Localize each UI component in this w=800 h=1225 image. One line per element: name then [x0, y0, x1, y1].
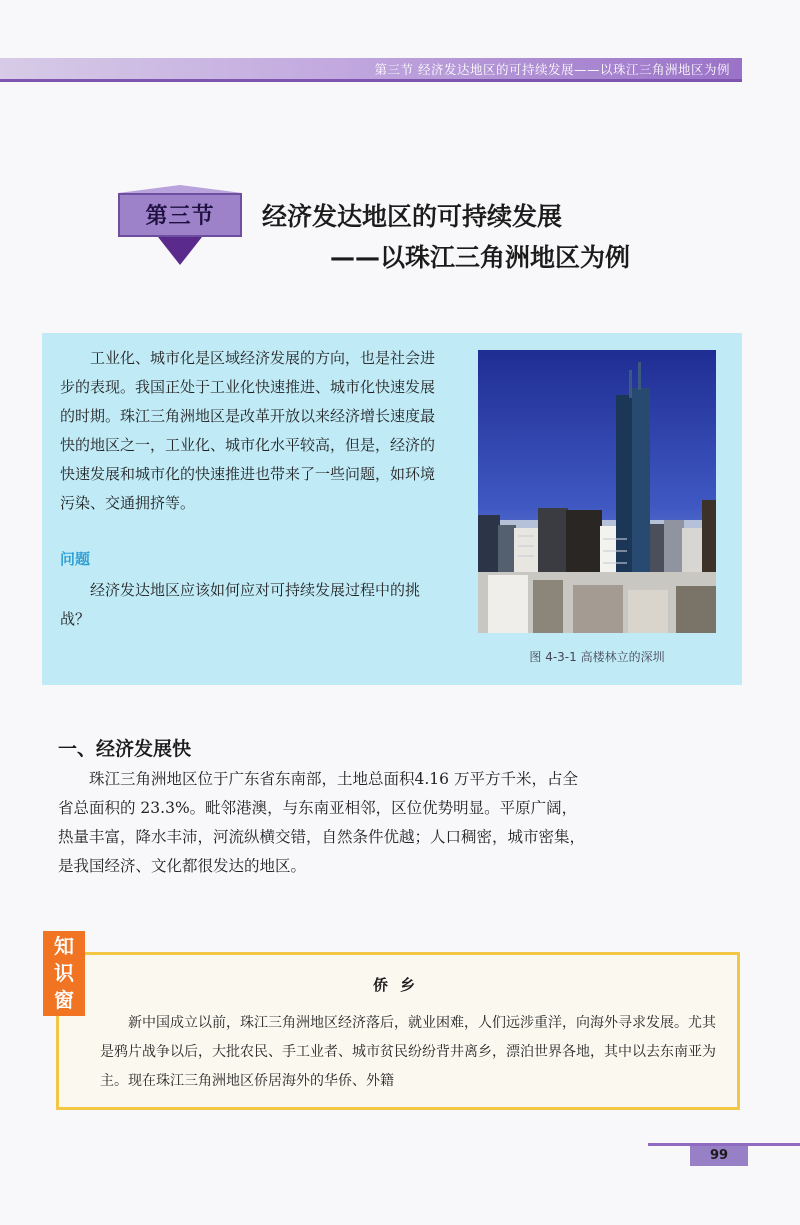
running-header-rule: [0, 79, 742, 82]
knowledge-window-title: 侨乡: [372, 976, 427, 994]
running-header-title: 第三节 经济发达地区的可持续发展——以珠江三角洲地区为例: [374, 62, 730, 77]
question-text: 经济发达地区应该如何应对可持续发展过程中的挑战？: [60, 581, 421, 628]
part1-paragraph: 珠江三角洲地区位于广东省东南部，土地总面积4.16 万平方千米，占全省总面积的 23.3%。毗邻港澳，与东南亚相邻，区位优势明显。平原广阔，热量丰富，降水丰沛，河流纵横交错，自然条件优越；人口稠密，城市密集，是我国经济、文化都很发达的地区。: [58, 770, 586, 875]
part1-body: [58, 765, 590, 881]
knowledge-window-tag-label: 知 识 窗: [54, 934, 74, 1012]
section-badge-label: 第三节: [145, 204, 215, 229]
intro-paragraph: 工业化、城市化是区域经济发展的方向，也是社会进步的表现。我国正处于工业化快速推进、城市化快速发展的时期。珠江三角洲地区是改革开放以来经济增长速度最快的地区之一，工业化、城市化水平较高，但是，经济的快速发展和城市化的快速推进也带来了一些问题，如环境污染、交通拥挤等。: [60, 349, 436, 512]
intro-text: [60, 344, 448, 518]
page-number: 99: [709, 1148, 729, 1163]
section-badge-arrow-icon: [158, 237, 202, 265]
shenzhen-skyline-photo: [478, 350, 716, 633]
section-badge: [118, 193, 242, 237]
part1-heading: 一、经济发展快: [58, 738, 192, 760]
question-text-block: [60, 576, 448, 634]
question-label: 问题: [60, 550, 91, 568]
knowledge-window-tag: [43, 931, 85, 1016]
section-subtitle: ——以珠江三角洲地区为例: [330, 243, 631, 272]
knowledge-window-body: [100, 1009, 722, 1096]
section-badge-top-decoration: [118, 185, 242, 193]
section-title: 经济发达地区的可持续发展: [262, 202, 563, 231]
page-number-badge: [690, 1146, 748, 1166]
figure-caption: 图 4-3-1 高楼林立的深圳: [529, 650, 665, 664]
knowledge-window-paragraph: 新中国成立以前，珠江三角洲地区经济落后，就业困难，人们远涉重洋，向海外寻求发展。尤其是鸦片战争以后，大批农民、手工业者、城市贫民纷纷背井离乡，漂泊世界各地，其中以去东南亚为主。现在珠江三角洲地区侨居海外的华侨、外籍: [100, 1015, 716, 1089]
